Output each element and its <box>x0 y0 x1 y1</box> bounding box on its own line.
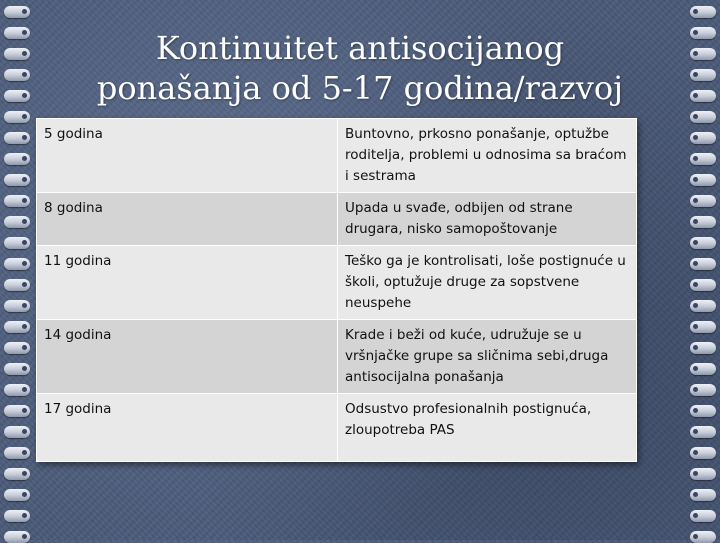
age-behavior-table <box>36 118 637 462</box>
binding-ring <box>690 258 716 270</box>
binding-ring <box>4 237 30 249</box>
slide-title-line-2: ponašanja od 5-17 godina/razvoj <box>96 69 624 107</box>
age-cell: 11 godina <box>37 246 338 320</box>
binding-ring <box>4 489 30 501</box>
binding-ring <box>690 510 716 522</box>
behavior-cell: Buntovno, prkosno ponašanje, optužbe roditelja, problemi u odnosima sa braćom i sestrama <box>338 119 637 193</box>
binding-ring <box>690 342 716 354</box>
binding-ring <box>4 384 30 396</box>
binding-ring <box>4 48 30 60</box>
binding-ring <box>4 510 30 522</box>
binding-ring <box>690 6 716 18</box>
binding-ring <box>4 300 30 312</box>
spiral-binding-right <box>686 0 720 540</box>
binding-ring <box>4 447 30 459</box>
binding-ring <box>4 342 30 354</box>
binding-ring <box>690 426 716 438</box>
spiral-binding-left <box>0 0 34 540</box>
binding-ring <box>690 111 716 123</box>
binding-ring <box>690 300 716 312</box>
table-row <box>37 193 637 246</box>
age-cell: 5 godina <box>37 119 338 193</box>
binding-ring <box>4 279 30 291</box>
binding-ring <box>690 363 716 375</box>
binding-ring <box>690 27 716 39</box>
binding-ring <box>4 531 30 543</box>
binding-ring <box>690 405 716 417</box>
age-cell: 8 godina <box>37 193 338 246</box>
binding-ring <box>690 48 716 60</box>
binding-ring <box>4 363 30 375</box>
binding-ring <box>4 195 30 207</box>
binding-ring <box>690 468 716 480</box>
binding-ring <box>4 27 30 39</box>
binding-ring <box>690 531 716 543</box>
age-cell: 17 godina <box>37 394 338 462</box>
binding-ring <box>690 279 716 291</box>
table-row <box>37 246 637 320</box>
table-row <box>37 394 637 462</box>
binding-ring <box>690 384 716 396</box>
table-row <box>37 320 637 394</box>
binding-ring <box>4 153 30 165</box>
binding-ring <box>4 321 30 333</box>
binding-ring <box>690 216 716 228</box>
binding-ring <box>690 132 716 144</box>
binding-ring <box>690 237 716 249</box>
binding-ring <box>690 195 716 207</box>
binding-ring <box>4 90 30 102</box>
binding-ring <box>690 69 716 81</box>
behavior-cell: Krade i beži od kuće, udružuje se u vršnjačke grupe sa sličnima sebi,druga antisocijalna ponašanja <box>338 320 637 394</box>
binding-ring <box>4 69 30 81</box>
binding-ring <box>4 174 30 186</box>
binding-ring <box>4 258 30 270</box>
table-row <box>37 119 637 193</box>
slide-title-line-1: Kontinuitet antisocijanog <box>155 29 565 67</box>
behavior-cell: Teško ga je kontrolisati, loše postignuće u školi, optužuje druge za sopstvene neuspehe <box>338 246 637 320</box>
binding-ring <box>690 489 716 501</box>
binding-ring <box>4 426 30 438</box>
binding-ring <box>4 468 30 480</box>
binding-ring <box>4 405 30 417</box>
binding-ring <box>690 90 716 102</box>
behavior-cell: Odsustvo profesionalnih postignuća, zloupotreba PAS <box>338 394 637 462</box>
binding-ring <box>4 111 30 123</box>
binding-ring <box>690 447 716 459</box>
age-cell: 14 godina <box>37 320 338 394</box>
binding-ring <box>690 153 716 165</box>
binding-ring <box>4 6 30 18</box>
binding-ring <box>690 174 716 186</box>
binding-ring <box>4 132 30 144</box>
behavior-cell: Upada u svađe, odbijen od strane drugara, nisko samopoštovanje <box>338 193 637 246</box>
binding-ring <box>4 216 30 228</box>
binding-ring <box>690 321 716 333</box>
slide-title <box>40 28 680 108</box>
